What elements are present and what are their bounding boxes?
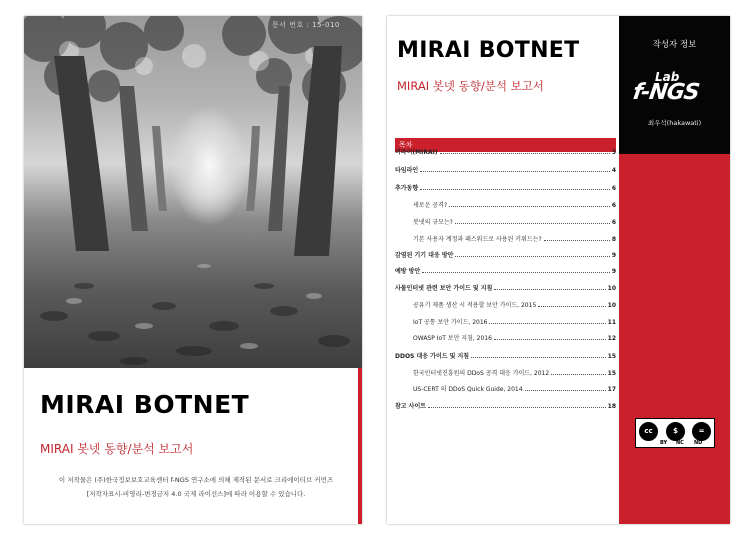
toc-entry-page: 10 [607,285,616,292]
toc-entry-page: 17 [607,386,616,393]
toc-entry-label: IoT 공통 보안 가이드, 2016 [413,319,488,326]
creative-commons-badge [635,418,715,448]
toc-entry-page: 15 [607,353,616,360]
cc-label-nc: NC [676,440,684,446]
toc-entry-label: 기본 사용자 계정과 패스워드로 사용된 키워드는? [413,236,542,243]
license-line-1: 이 저작물은 (주)한국정보보호교육센터 f-NGS 연구소에 의해 제작된 문서로 크리에이티브 커먼즈 [58,476,334,484]
toc-entry-label: 추가동향 [395,185,419,192]
toc-leader-dots [489,322,605,324]
toc-entry-label: 봇넷의 규모는? [413,219,453,226]
toc-leader-dots [455,255,609,257]
cover-title: MIRAI BOTNET [40,390,250,419]
author-name: 최우석(hakawati) [647,119,702,127]
toc-entry[interactable] [395,249,616,259]
toc-entry-page: 9 [611,268,616,275]
toc-leader-dots [449,205,610,207]
toc-entry-label: 공유기 제품 생산 시 적용할 보안 가이드, 2015 [413,302,537,309]
toc-entry-label: 사물인터넷 관련 보안 가이드 및 지침 [395,285,493,292]
toc-entry-label: 예방 방안 [395,268,421,275]
toc-entry-label: US-CERT 의 DDoS Quick Guide, 2014 [413,386,523,393]
toc-entry[interactable] [395,265,616,275]
toc-entry-label: 새로운 공격? [413,202,448,209]
toc-entry-label: 참고 사이트 [395,403,427,410]
cc-label-by: BY [660,440,668,446]
toc-entry[interactable] [395,332,616,342]
toc-leader-dots [538,305,605,307]
sidebar-red-block [619,154,730,524]
toc-entry[interactable] [395,350,616,360]
toc-leader-dots [428,406,606,408]
noderivatives-icon: = [692,422,711,441]
toc-entry[interactable] [395,367,616,377]
toc-entry-label: DDOS 대응 가이드 및 지침 [395,353,470,360]
toc-entry-page: 11 [607,319,616,326]
toc-entry-page: 10 [607,302,616,309]
toc-page [387,16,730,524]
toc-entry-label: OWASP IoT 보안 지침, 2016 [413,335,492,342]
toc-entry-label: 타임라인 [395,167,419,174]
toc-entry[interactable] [395,146,616,156]
toc-entry-page: 4 [611,167,616,174]
toc-page-subtitle: MIRAI 봇넷 동향/분석 보고서 [397,79,544,93]
toc-leader-dots [551,373,605,375]
toc-entry[interactable] [395,182,616,192]
toc-entry-page: 6 [611,185,616,192]
toc-entry-label: 미라이(MIRAI) [395,149,438,156]
fngs-logo: f-NGS [631,80,701,105]
toc-entry-page: 6 [611,202,616,209]
toc-page-title: MIRAI BOTNET [397,38,580,63]
noncommercial-icon: $ [666,422,685,441]
toc-header: 목차 [395,138,616,152]
document-number: 문서 번호 : 15-010 [272,21,340,29]
cover-subtitle: MIRAI 봇넷 동향/분석 보고서 [40,442,194,456]
toc-entry[interactable] [395,199,616,209]
toc-leader-dots [455,222,610,224]
toc-entry-page: 9 [611,252,616,259]
cover-accent-bar [358,368,362,524]
toc-entry[interactable] [395,282,616,292]
toc-entry-page: 12 [607,335,616,342]
toc-entry[interactable] [395,383,616,393]
toc-leader-dots [422,271,610,273]
toc-leader-dots [544,239,610,241]
toc-leader-dots [471,356,606,358]
cover-photo-tree-lane [24,16,362,368]
toc-leader-dots [420,188,610,190]
cc-label-nd: ND [694,440,703,446]
toc-entry[interactable] [395,216,616,226]
cc-icon: cc [639,422,658,441]
toc-entry-label: 감염된 기기 대응 방안 [395,252,454,259]
toc-entry-page: 3 [611,149,616,156]
toc-entry[interactable] [395,233,616,243]
license-line-2: [저작자표시-비영리-변경금지 4.0 국제 라이선스]에 따라 이용할 수 있습니다. [86,490,306,498]
toc-leader-dots [494,338,606,340]
toc-entry-label: 한국인터넷진흥원의 DDoS 공격 대응 가이드, 2012 [413,370,550,377]
author-info-label: 작성자 정보 [652,40,697,50]
toc-leader-dots [440,152,610,154]
toc-entry[interactable] [395,299,616,309]
toc-entry-page: 6 [611,219,616,226]
toc-leader-dots [420,170,610,172]
toc-entry-page: 8 [611,236,616,243]
logo-lab-text: Lab [655,70,680,84]
toc-entry[interactable] [395,400,616,410]
cover-page [24,16,362,524]
toc-entry[interactable] [395,164,616,174]
toc-entry[interactable] [395,316,616,326]
license-notice [46,473,346,501]
toc-entry-page: 18 [607,403,616,410]
toc-leader-dots [525,389,606,391]
toc-leader-dots [494,288,605,290]
toc-entry-page: 15 [607,370,616,377]
